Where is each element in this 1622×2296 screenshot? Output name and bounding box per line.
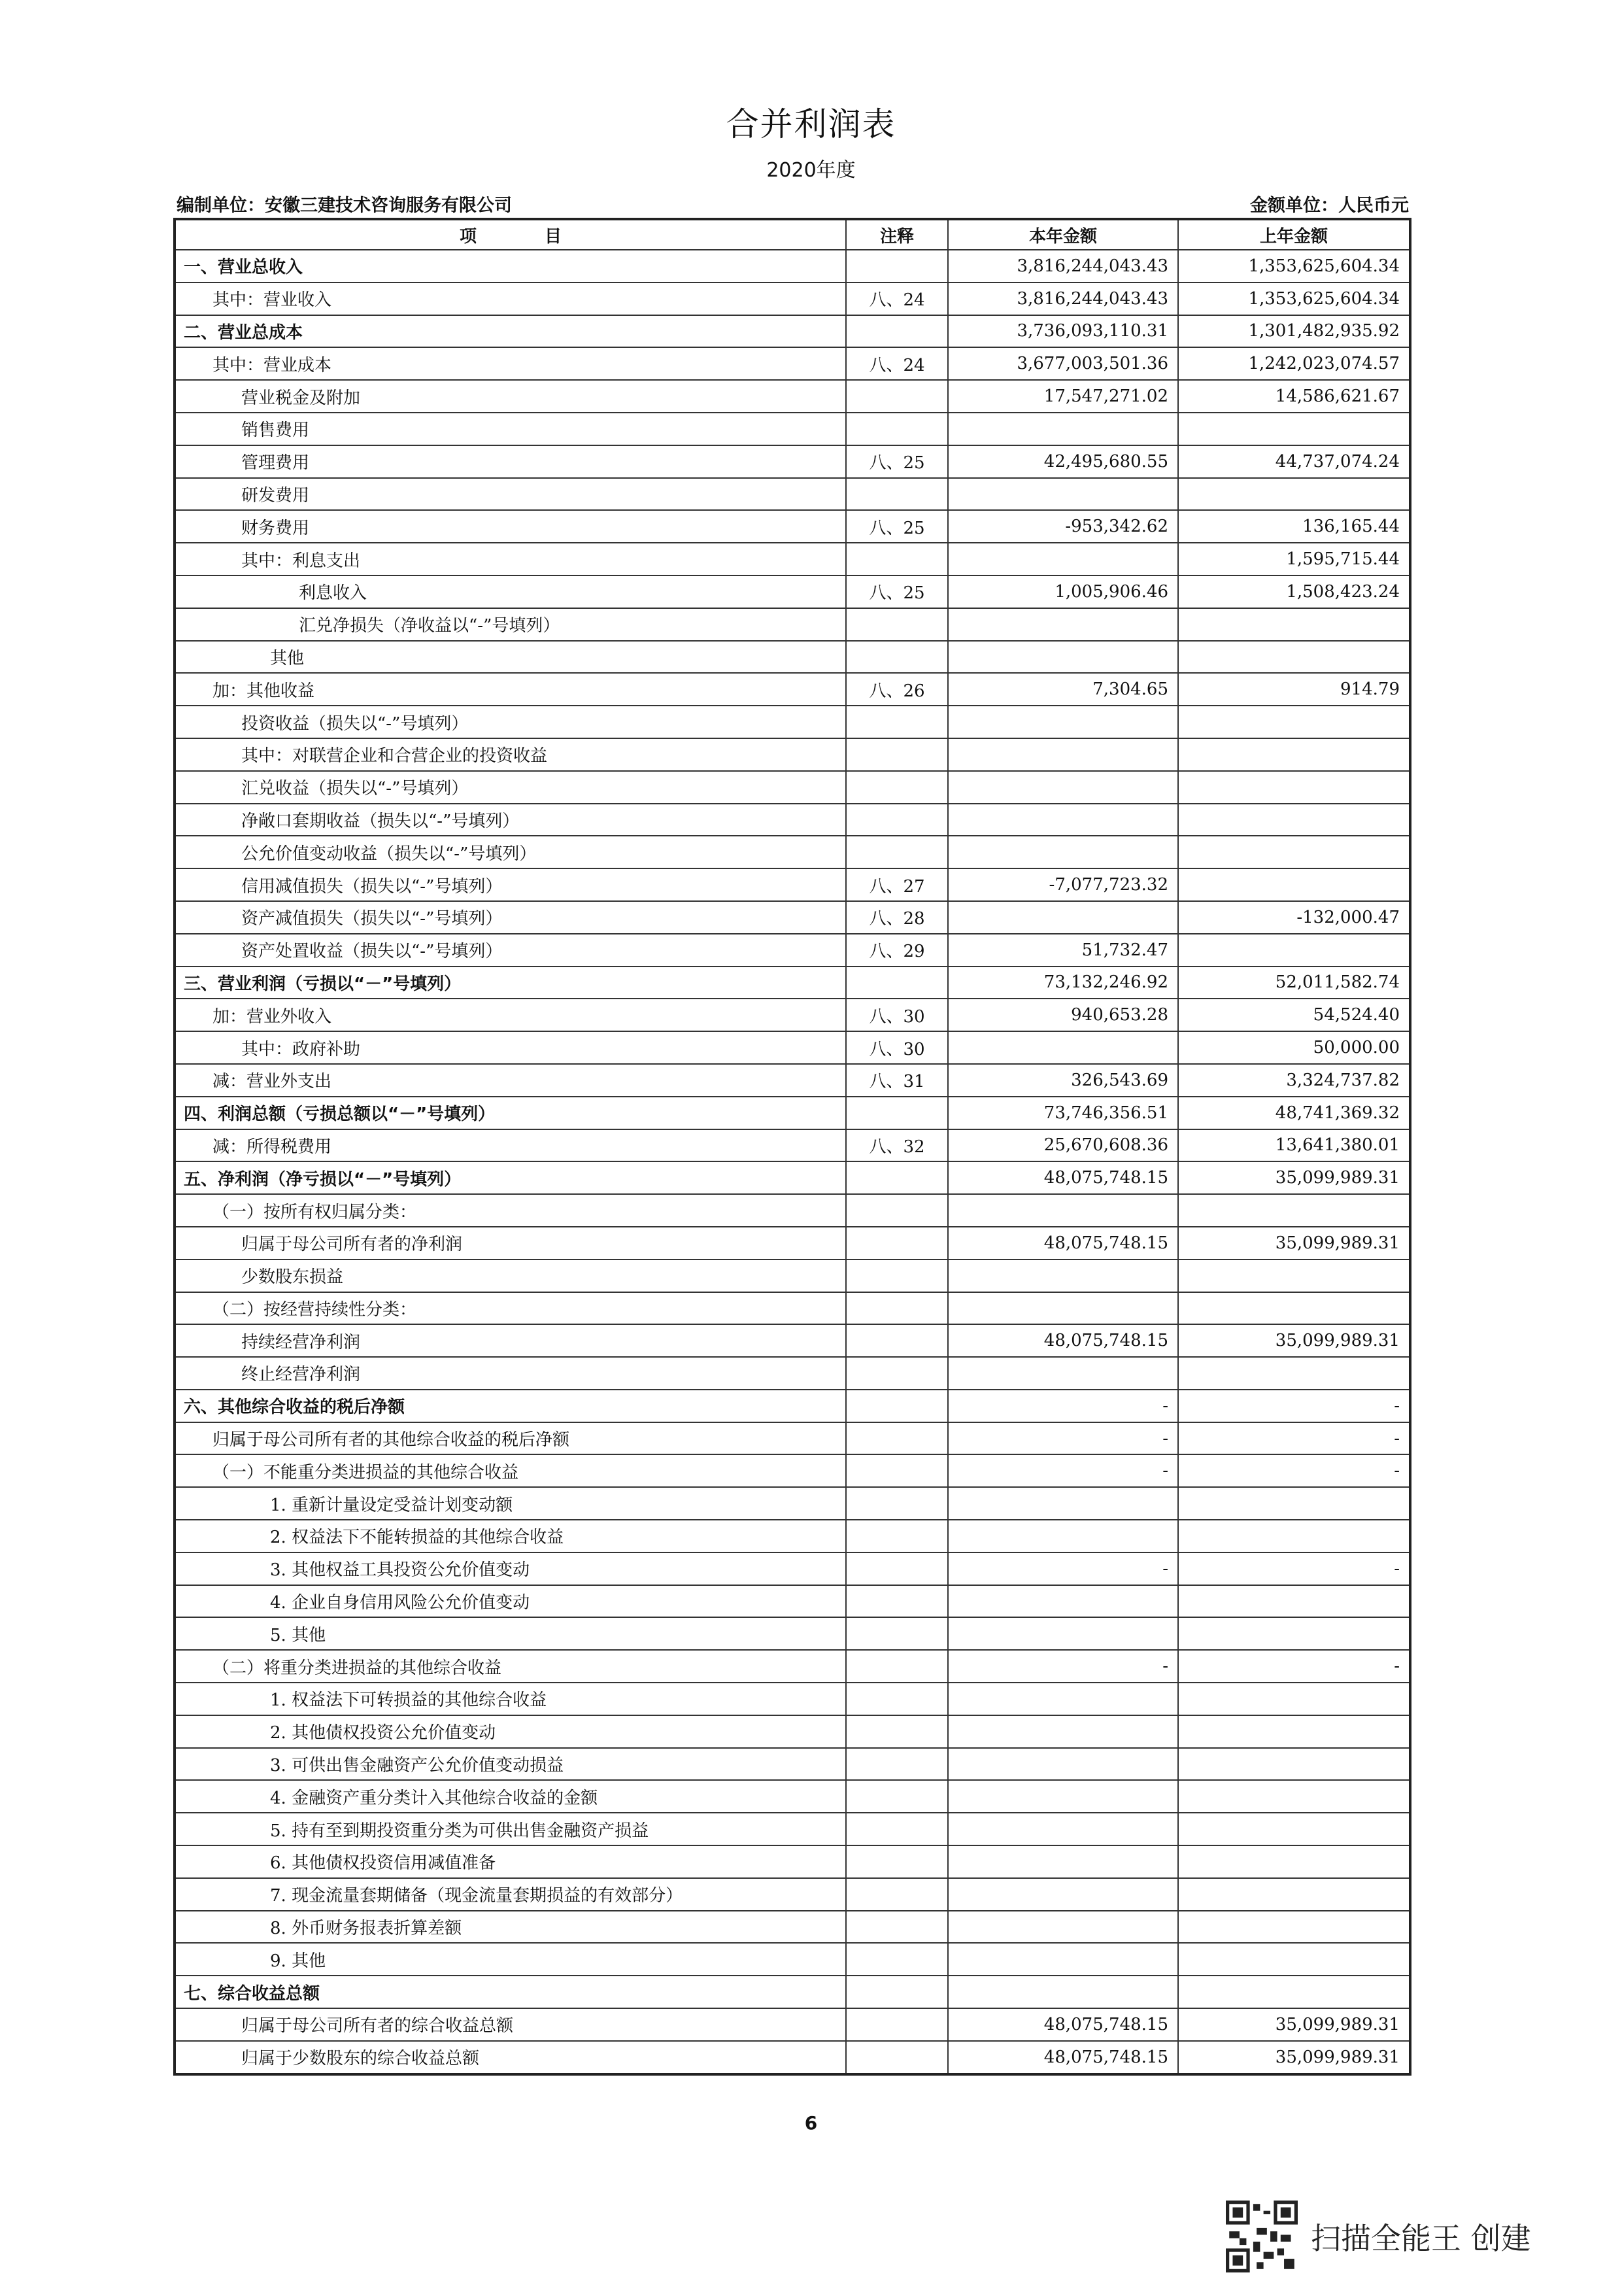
table-row — [175, 1585, 1410, 1618]
table-row — [175, 608, 1410, 641]
row-current-year-amount: 1,005,906.46 — [948, 575, 1178, 608]
table-row — [175, 641, 1410, 674]
row-item-label: 营业税金及附加 — [175, 380, 846, 413]
table-row — [175, 1845, 1410, 1878]
table-row — [175, 1129, 1410, 1162]
row-item-label: 减：营业外支出 — [175, 1064, 846, 1097]
row-prior-year-amount: - — [1178, 1552, 1410, 1585]
row-current-year-amount — [948, 543, 1178, 575]
row-note — [846, 1911, 948, 1944]
row-item-label: 净敞口套期收益（损失以“-”号填列） — [175, 804, 846, 836]
row-item-label: 财务费用 — [175, 510, 846, 543]
table-row — [175, 999, 1410, 1031]
row-item-label: 汇兑净损失（净收益以“-”号填列） — [175, 608, 846, 641]
table-row — [175, 1748, 1410, 1781]
row-item-label: 其中：政府补助 — [175, 1031, 846, 1064]
row-current-year-amount — [948, 1520, 1178, 1552]
row-current-year-amount — [948, 738, 1178, 771]
page-number: 6 — [804, 2112, 818, 2134]
row-note — [846, 478, 948, 511]
row-item-label: （二）将重分类进损益的其他综合收益 — [175, 1650, 846, 1683]
row-item-label: 管理费用 — [175, 445, 846, 478]
row-note — [846, 641, 948, 674]
row-current-year-amount: 48,075,748.15 — [948, 1324, 1178, 1357]
row-current-year-amount: 48,075,748.15 — [948, 1227, 1178, 1259]
table-row — [175, 1259, 1410, 1292]
row-prior-year-amount: 136,165.44 — [1178, 510, 1410, 543]
table-row — [175, 1813, 1410, 1845]
row-note: 八、28 — [846, 901, 948, 934]
row-prior-year-amount — [1178, 1357, 1410, 1390]
row-note — [846, 836, 948, 868]
row-item-label: 资产处置收益（损失以“-”号填列） — [175, 934, 846, 967]
row-current-year-amount: 48,075,748.15 — [948, 1161, 1178, 1194]
row-item-label: 公允价值变动收益（损失以“-”号填列） — [175, 836, 846, 868]
row-note — [846, 1520, 948, 1552]
income-statement-table — [173, 218, 1411, 2076]
row-note — [846, 706, 948, 738]
row-item-label: 4. 企业自身信用风险公允价值变动 — [175, 1585, 846, 1618]
row-note — [846, 2008, 948, 2041]
row-note: 八、25 — [846, 510, 948, 543]
row-note — [846, 1585, 948, 1618]
row-item-label: 五、净利润（净亏损以“－”号填列） — [175, 1161, 846, 1194]
row-current-year-amount — [948, 1911, 1178, 1944]
row-item-label: 5. 其他 — [175, 1617, 846, 1650]
table-row — [175, 771, 1410, 804]
column-header-prior-year: 上年金额 — [1178, 219, 1410, 250]
row-prior-year-amount: - — [1178, 1422, 1410, 1455]
row-prior-year-amount: 14,586,621.67 — [1178, 380, 1410, 413]
row-prior-year-amount: 35,099,989.31 — [1178, 2041, 1410, 2074]
row-note — [846, 1292, 948, 1325]
row-note — [846, 1683, 948, 1715]
row-item-label: 三、营业利润（亏损以“－”号填列） — [175, 967, 846, 999]
table-row — [175, 836, 1410, 868]
row-item-label: 1. 重新计量设定受益计划变动额 — [175, 1487, 846, 1520]
table-row — [175, 413, 1410, 445]
row-current-year-amount — [948, 804, 1178, 836]
row-item-label: 归属于少数股东的综合收益总额 — [175, 2041, 846, 2074]
table-row — [175, 1976, 1410, 2008]
scanner-credit: 扫描全能王 创建 — [1311, 2221, 1531, 2256]
row-prior-year-amount: 44,737,074.24 — [1178, 445, 1410, 478]
row-prior-year-amount: 914.79 — [1178, 673, 1410, 706]
table-row — [175, 543, 1410, 575]
table-row — [175, 1064, 1410, 1097]
row-prior-year-amount: - — [1178, 1454, 1410, 1487]
column-header-item: 项 目 — [175, 219, 846, 250]
row-note — [846, 543, 948, 575]
row-item-label: 加：营业外收入 — [175, 999, 846, 1031]
row-current-year-amount: 940,653.28 — [948, 999, 1178, 1031]
row-note — [846, 1780, 948, 1813]
row-current-year-amount: - — [948, 1390, 1178, 1422]
row-prior-year-amount: 35,099,989.31 — [1178, 1324, 1410, 1357]
table-row — [175, 1487, 1410, 1520]
scanner-watermark — [1226, 2197, 1566, 2276]
row-current-year-amount — [948, 1357, 1178, 1390]
row-note — [846, 1097, 948, 1129]
row-current-year-amount — [948, 478, 1178, 511]
table-row — [175, 380, 1410, 413]
table-row — [175, 1715, 1410, 1748]
row-current-year-amount — [948, 836, 1178, 868]
row-prior-year-amount — [1178, 1194, 1410, 1227]
table-row — [175, 1454, 1410, 1487]
row-note — [846, 738, 948, 771]
row-item-label: 7. 现金流量套期储备（现金流量套期损益的有效部分） — [175, 1878, 846, 1911]
row-prior-year-amount — [1178, 478, 1410, 511]
row-item-label: 二、营业总成本 — [175, 315, 846, 348]
row-note — [846, 1878, 948, 1911]
row-prior-year-amount: 1,242,023,074.57 — [1178, 347, 1410, 380]
row-item-label: 归属于母公司所有者的净利润 — [175, 1227, 846, 1259]
row-prior-year-amount: 35,099,989.31 — [1178, 1227, 1410, 1259]
row-prior-year-amount — [1178, 1585, 1410, 1618]
row-note — [846, 413, 948, 445]
row-prior-year-amount: 50,000.00 — [1178, 1031, 1410, 1064]
row-current-year-amount: 25,670,608.36 — [948, 1129, 1178, 1162]
row-current-year-amount: -7,077,723.32 — [948, 868, 1178, 901]
row-current-year-amount — [948, 1031, 1178, 1064]
row-prior-year-amount — [1178, 1943, 1410, 1976]
row-current-year-amount — [948, 1748, 1178, 1781]
row-prior-year-amount — [1178, 1813, 1410, 1845]
row-current-year-amount: 3,816,244,043.43 — [948, 250, 1178, 283]
table-row — [175, 510, 1410, 543]
row-item-label: 归属于母公司所有者的其他综合收益的税后净额 — [175, 1422, 846, 1455]
table-row — [175, 738, 1410, 771]
row-note — [846, 1390, 948, 1422]
table-header-row — [175, 219, 1410, 250]
row-current-year-amount — [948, 1585, 1178, 1618]
row-current-year-amount: 48,075,748.15 — [948, 2008, 1178, 2041]
row-note: 八、25 — [846, 575, 948, 608]
table-row — [175, 478, 1410, 511]
row-current-year-amount — [948, 641, 1178, 674]
row-note: 八、25 — [846, 445, 948, 478]
row-prior-year-amount: - — [1178, 1390, 1410, 1422]
row-current-year-amount: 3,736,093,110.31 — [948, 315, 1178, 348]
row-item-label: 资产减值损失（损失以“-”号填列） — [175, 901, 846, 934]
row-item-label: 其中：利息支出 — [175, 543, 846, 575]
row-current-year-amount: 17,547,271.02 — [948, 380, 1178, 413]
row-item-label: 9. 其他 — [175, 1943, 846, 1976]
row-prior-year-amount: 35,099,989.31 — [1178, 1161, 1410, 1194]
row-current-year-amount: 3,816,244,043.43 — [948, 283, 1178, 315]
row-prior-year-amount: 52,011,582.74 — [1178, 967, 1410, 999]
row-note — [846, 804, 948, 836]
row-prior-year-amount: 3,324,737.82 — [1178, 1064, 1410, 1097]
row-current-year-amount — [948, 1845, 1178, 1878]
table-row — [175, 283, 1410, 315]
row-current-year-amount: 3,677,003,501.36 — [948, 347, 1178, 380]
row-item-label: 投资收益（损失以“-”号填列） — [175, 706, 846, 738]
row-prior-year-amount — [1178, 608, 1410, 641]
row-prior-year-amount — [1178, 706, 1410, 738]
row-note — [846, 771, 948, 804]
table-row — [175, 673, 1410, 706]
row-prior-year-amount: -132,000.47 — [1178, 901, 1410, 934]
row-prior-year-amount — [1178, 1487, 1410, 1520]
table-row — [175, 1911, 1410, 1944]
row-item-label: 归属于母公司所有者的综合收益总额 — [175, 2008, 846, 2041]
row-current-year-amount — [948, 1683, 1178, 1715]
report-title: 合并利润表 — [726, 105, 896, 143]
row-note — [846, 1487, 948, 1520]
row-current-year-amount — [948, 1617, 1178, 1650]
row-current-year-amount: 48,075,748.15 — [948, 2041, 1178, 2074]
row-item-label: 汇兑收益（损失以“-”号填列） — [175, 771, 846, 804]
row-note — [846, 1552, 948, 1585]
table-row — [175, 901, 1410, 934]
table-row — [175, 1617, 1410, 1650]
row-item-label: 5. 持有至到期投资重分类为可供出售金融资产损益 — [175, 1813, 846, 1845]
table-row — [175, 1161, 1410, 1194]
row-current-year-amount: 42,495,680.55 — [948, 445, 1178, 478]
row-current-year-amount — [948, 1943, 1178, 1976]
table-row — [175, 1324, 1410, 1357]
report-year: 2020年度 — [766, 159, 856, 182]
table-row — [175, 1650, 1410, 1683]
row-prior-year-amount: 1,301,482,935.92 — [1178, 315, 1410, 348]
qr-code-icon — [1226, 2201, 1298, 2272]
row-item-label: 其中：营业收入 — [175, 283, 846, 315]
row-item-label: 少数股东损益 — [175, 1259, 846, 1292]
row-item-label: 销售费用 — [175, 413, 846, 445]
row-current-year-amount — [948, 608, 1178, 641]
row-item-label: 2. 权益法下不能转损益的其他综合收益 — [175, 1520, 846, 1552]
table-row — [175, 706, 1410, 738]
table-row — [175, 1097, 1410, 1129]
table-row — [175, 1194, 1410, 1227]
row-prior-year-amount: - — [1178, 1650, 1410, 1683]
row-prior-year-amount — [1178, 1683, 1410, 1715]
row-note: 八、30 — [846, 999, 948, 1031]
row-item-label: 加：其他收益 — [175, 673, 846, 706]
row-current-year-amount — [948, 413, 1178, 445]
row-current-year-amount: 326,543.69 — [948, 1064, 1178, 1097]
row-prior-year-amount — [1178, 1911, 1410, 1944]
row-current-year-amount — [948, 901, 1178, 934]
table-row — [175, 575, 1410, 608]
row-current-year-amount: 51,732.47 — [948, 934, 1178, 967]
row-prior-year-amount — [1178, 1845, 1410, 1878]
row-current-year-amount — [948, 771, 1178, 804]
row-item-label: 减：所得税费用 — [175, 1129, 846, 1162]
row-note: 八、29 — [846, 934, 948, 967]
row-note — [846, 1454, 948, 1487]
row-item-label: 其中：对联营企业和合营企业的投资收益 — [175, 738, 846, 771]
currency-unit: 金额单位：人民币元 — [1250, 196, 1409, 216]
row-item-label: 6. 其他债权投资信用减值准备 — [175, 1845, 846, 1878]
table-row — [175, 2008, 1410, 2041]
table-row — [175, 1943, 1410, 1976]
row-prior-year-amount — [1178, 1292, 1410, 1325]
row-prior-year-amount — [1178, 1780, 1410, 1813]
row-prior-year-amount — [1178, 1878, 1410, 1911]
row-prior-year-amount — [1178, 1748, 1410, 1781]
row-current-year-amount — [948, 1487, 1178, 1520]
row-note — [846, 1715, 948, 1748]
table-row — [175, 1878, 1410, 1911]
row-prior-year-amount — [1178, 934, 1410, 967]
row-current-year-amount: 7,304.65 — [948, 673, 1178, 706]
row-note — [846, 1422, 948, 1455]
row-note — [846, 1617, 948, 1650]
row-prior-year-amount — [1178, 1259, 1410, 1292]
row-item-label: 四、利润总额（亏损总额以“－”号填列） — [175, 1097, 846, 1129]
table-row — [175, 804, 1410, 836]
row-note: 八、30 — [846, 1031, 948, 1064]
row-item-label: 2. 其他债权投资公允价值变动 — [175, 1715, 846, 1748]
row-note — [846, 1259, 948, 1292]
row-current-year-amount: 73,132,246.92 — [948, 967, 1178, 999]
row-prior-year-amount — [1178, 641, 1410, 674]
table-row — [175, 315, 1410, 348]
table-row — [175, 1422, 1410, 1455]
row-note — [846, 250, 948, 283]
row-prior-year-amount — [1178, 771, 1410, 804]
row-note: 八、31 — [846, 1064, 948, 1097]
row-current-year-amount — [948, 1715, 1178, 1748]
row-item-label: 4. 金融资产重分类计入其他综合收益的金额 — [175, 1780, 846, 1813]
row-item-label: 六、其他综合收益的税后净额 — [175, 1390, 846, 1422]
row-current-year-amount: - — [948, 1454, 1178, 1487]
row-note — [846, 608, 948, 641]
table-row — [175, 1520, 1410, 1552]
row-current-year-amount: - — [948, 1552, 1178, 1585]
row-prior-year-amount — [1178, 738, 1410, 771]
row-note: 八、26 — [846, 673, 948, 706]
row-note — [846, 1227, 948, 1259]
row-note — [846, 1650, 948, 1683]
table-row — [175, 1357, 1410, 1390]
row-item-label: 其中：营业成本 — [175, 347, 846, 380]
table-row — [175, 445, 1410, 478]
table-row — [175, 1552, 1410, 1585]
row-note — [846, 315, 948, 348]
row-current-year-amount — [948, 1780, 1178, 1813]
table-body — [175, 250, 1410, 2074]
row-current-year-amount — [948, 706, 1178, 738]
row-note — [846, 1943, 948, 1976]
row-note — [846, 1813, 948, 1845]
row-item-label: 利息收入 — [175, 575, 846, 608]
row-item-label: 3. 可供出售金融资产公允价值变动损益 — [175, 1748, 846, 1781]
compiling-entity: 编制单位：安徽三建技术咨询服务有限公司 — [177, 196, 512, 216]
row-note — [846, 1845, 948, 1878]
row-item-label: 8. 外币财务报表折算差额 — [175, 1911, 846, 1944]
table-row — [175, 250, 1410, 283]
row-note: 八、32 — [846, 1129, 948, 1162]
row-note — [846, 967, 948, 999]
row-note — [846, 2041, 948, 2074]
row-item-label: 持续经营净利润 — [175, 1324, 846, 1357]
row-prior-year-amount — [1178, 868, 1410, 901]
row-note: 八、24 — [846, 347, 948, 380]
row-current-year-amount — [948, 1976, 1178, 2008]
row-prior-year-amount — [1178, 1715, 1410, 1748]
row-prior-year-amount — [1178, 413, 1410, 445]
row-prior-year-amount: 13,641,380.01 — [1178, 1129, 1410, 1162]
row-prior-year-amount: 48,741,369.32 — [1178, 1097, 1410, 1129]
row-note — [846, 1748, 948, 1781]
table-row — [175, 1292, 1410, 1325]
table-row — [175, 1031, 1410, 1064]
row-current-year-amount — [948, 1878, 1178, 1911]
row-prior-year-amount — [1178, 1617, 1410, 1650]
row-item-label: 七、综合收益总额 — [175, 1976, 846, 2008]
row-prior-year-amount: 1,353,625,604.34 — [1178, 283, 1410, 315]
row-item-label: （一）不能重分类进损益的其他综合收益 — [175, 1454, 846, 1487]
row-current-year-amount — [948, 1292, 1178, 1325]
column-header-current-year: 本年金额 — [948, 219, 1178, 250]
row-item-label: 1. 权益法下可转损益的其他综合收益 — [175, 1683, 846, 1715]
row-note — [846, 1357, 948, 1390]
table-row — [175, 868, 1410, 901]
table-row — [175, 2041, 1410, 2074]
row-note — [846, 1194, 948, 1227]
row-current-year-amount: - — [948, 1422, 1178, 1455]
table-row — [175, 1390, 1410, 1422]
row-item-label: 一、营业总收入 — [175, 250, 846, 283]
row-note — [846, 380, 948, 413]
row-prior-year-amount: 1,508,423.24 — [1178, 575, 1410, 608]
row-item-label: （二）按经营持续性分类： — [175, 1292, 846, 1325]
table-row — [175, 347, 1410, 380]
row-prior-year-amount — [1178, 1976, 1410, 2008]
row-prior-year-amount — [1178, 1520, 1410, 1552]
row-current-year-amount: -953,342.62 — [948, 510, 1178, 543]
row-item-label: （一）按所有权归属分类： — [175, 1194, 846, 1227]
row-note — [846, 1161, 948, 1194]
row-current-year-amount — [948, 1259, 1178, 1292]
row-current-year-amount: - — [948, 1650, 1178, 1683]
row-prior-year-amount: 1,595,715.44 — [1178, 543, 1410, 575]
row-item-label: 3. 其他权益工具投资公允价值变动 — [175, 1552, 846, 1585]
row-prior-year-amount — [1178, 836, 1410, 868]
row-prior-year-amount — [1178, 804, 1410, 836]
row-note — [846, 1976, 948, 2008]
table-row — [175, 934, 1410, 967]
row-note: 八、24 — [846, 283, 948, 315]
row-prior-year-amount: 1,353,625,604.34 — [1178, 250, 1410, 283]
table-row — [175, 1683, 1410, 1715]
row-current-year-amount — [948, 1194, 1178, 1227]
row-item-label: 信用减值损失（损失以“-”号填列） — [175, 868, 846, 901]
row-item-label: 终止经营净利润 — [175, 1357, 846, 1390]
table-row — [175, 967, 1410, 999]
row-prior-year-amount: 54,524.40 — [1178, 999, 1410, 1031]
column-header-note: 注释 — [846, 219, 948, 250]
row-current-year-amount: 73,746,356.51 — [948, 1097, 1178, 1129]
row-note: 八、27 — [846, 868, 948, 901]
row-prior-year-amount: 35,099,989.31 — [1178, 2008, 1410, 2041]
row-current-year-amount — [948, 1813, 1178, 1845]
table-row — [175, 1227, 1410, 1259]
table-row — [175, 1780, 1410, 1813]
row-item-label: 其他 — [175, 641, 846, 674]
row-note — [846, 1324, 948, 1357]
row-item-label: 研发费用 — [175, 478, 846, 511]
